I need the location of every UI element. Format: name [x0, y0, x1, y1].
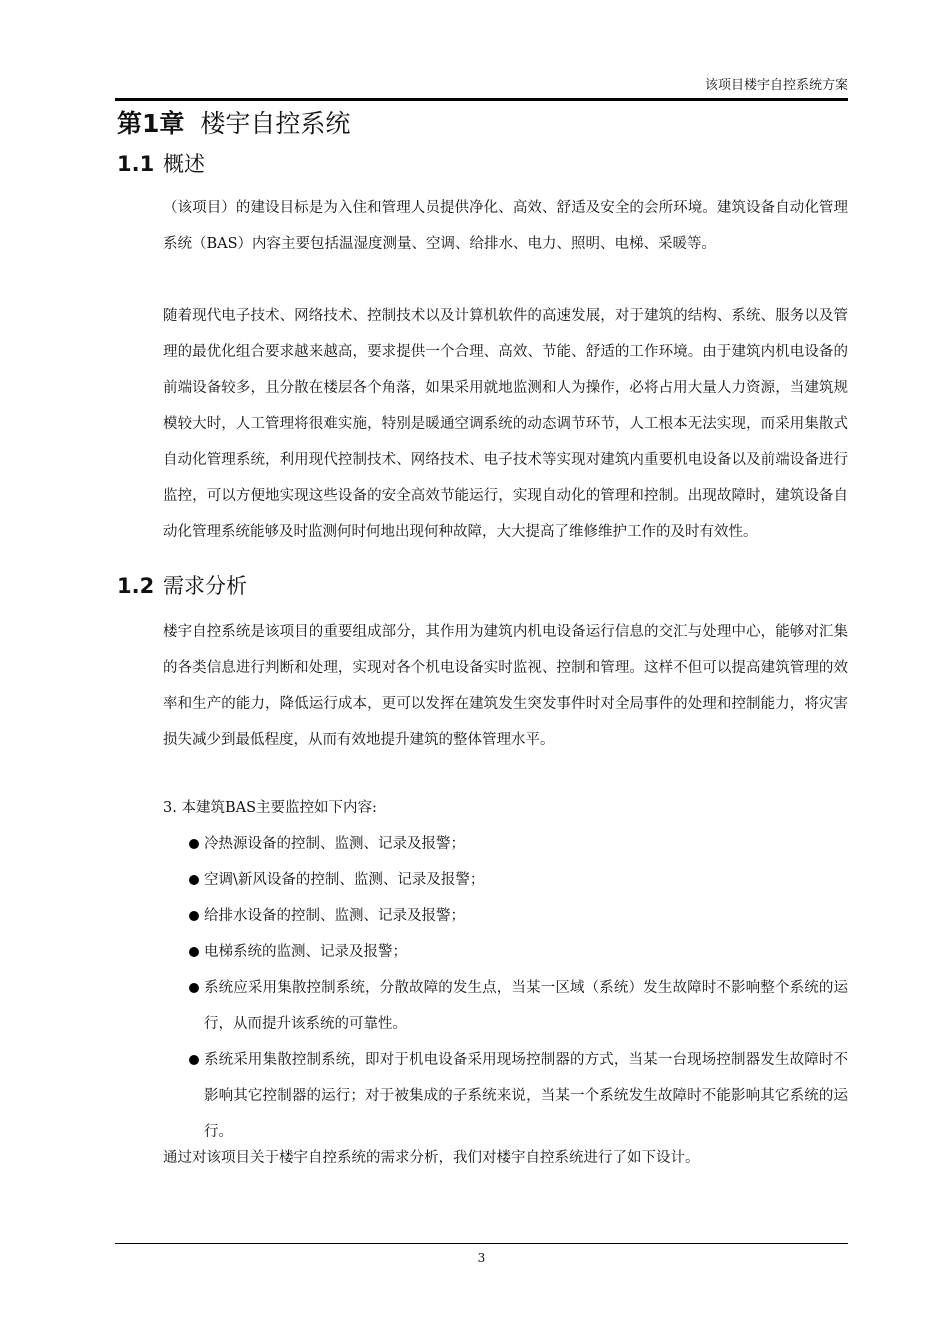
header-rule [115, 98, 848, 101]
requirements-paragraph: 楼宇自控系统是该项目的重要组成部分，其作用为建筑内机电设备运行信息的交汇与处理中心，能够对汇集的各类信息进行判断和处理，实现对各个机电设备实时监视、控制和管理。这样不但可以提高建筑管理的效率和生产的能力，降低运行成本，更可以发挥在建筑发生突发事件时对全局事件的处理和控制能力，将灾害损失减少到最低程度，从而有效地提升建筑的整体管理水平。 [163, 624, 848, 748]
bullet-icon [189, 875, 199, 885]
list-item [188, 934, 848, 970]
running-header: 该项目楼宇自控系统方案 [704, 78, 848, 93]
chapter-title-text: 楼宇自控系统 [200, 109, 351, 138]
list-item-text: 冷热源设备的控制、监测、记录及报警； [204, 836, 465, 852]
list-item [188, 826, 848, 862]
list-item [188, 970, 848, 1042]
section-number: 1.1 [117, 152, 155, 176]
list-item-text: 空调\新风设备的控制、监测、记录及报警； [204, 872, 485, 888]
chapter-title [117, 104, 350, 144]
monitoring-list [188, 826, 848, 1150]
chapter-number: 第1章 [117, 109, 185, 138]
section-heading-requirements [117, 570, 247, 602]
section-title-text: 概述 [163, 152, 205, 176]
overview-paragraph-1: （该项目）的建设目标是为入住和管理人员提供净化、高效、舒适及安全的会所环境。建筑设备自动化管理系统（BAS）内容主要包括温湿度测量、空调、给排水、电力、照明、电梯、采暖等。 [163, 200, 848, 252]
bullet-icon [189, 1055, 199, 1065]
list-item-text: 电梯系统的监测、记录及报警； [204, 944, 407, 960]
list-item [188, 898, 848, 934]
list-item-text: 给排水设备的控制、监测、记录及报警； [204, 908, 465, 924]
section-number: 1.2 [117, 574, 155, 598]
closing-sentence: 通过对该项目关于楼宇自控系统的需求分析，我们对楼宇自控系统进行了如下设计。 [163, 1150, 700, 1166]
overview-paragraph-2: 随着现代电子技术、网络技术、控制技术以及计算机软件的高速发展，对于建筑的结构、系统、服务以及管理的最优化组合要求越来越高，要求提供一个合理、高效、节能、舒适的工作环境。由于建筑内机电设备的前端设备较多，且分散在楼层各个角落，如果采用就地监测和人为操作，必将占用大量人力资源，当建筑规模较大时，人工管理将很难实施，特别是暖通空调系统的动态调节环节，人工根本无法实现，而采用集散式自动化管理系统，利用现代控制技术、网络技术、电子技术等实现对建筑内重要机电设备以及前端设备进行监控，可以方便地实现这些设备的安全高效节能运行，实现自动化的管理和控制。出现故障时，建筑设备自动化管理系统能够及时监测何时何地出现何种故障，大大提高了维修维护工作的及时有效性。 [163, 308, 848, 540]
list-item [188, 862, 848, 898]
list-item [188, 1042, 848, 1150]
bullet-icon [189, 983, 199, 993]
bullet-icon [189, 947, 199, 957]
section-title-text: 需求分析 [163, 574, 247, 598]
list-item-text: 系统应采用集散控制系统，分散故障的发生点，当某一区域（系统）发生故障时不影响整个系统的运行，从而提升该系统的可靠性。 [204, 980, 848, 1032]
bullet-icon [189, 911, 199, 921]
monitoring-list-intro: 3. 本建筑BAS主要监控如下内容: [163, 800, 377, 816]
footer-rule [115, 1243, 848, 1244]
list-item-text: 系统采用集散控制系统，即对于机电设备采用现场控制器的方式，当某一台现场控制器发生故障时不影响其它控制器的运行；对于被集成的子系统来说，当某一个系统发生故障时不能影响其它系统的运行。 [204, 1052, 848, 1140]
page-number: 3 [477, 1251, 486, 1265]
section-heading-overview [117, 148, 205, 180]
bullet-icon [189, 839, 199, 849]
